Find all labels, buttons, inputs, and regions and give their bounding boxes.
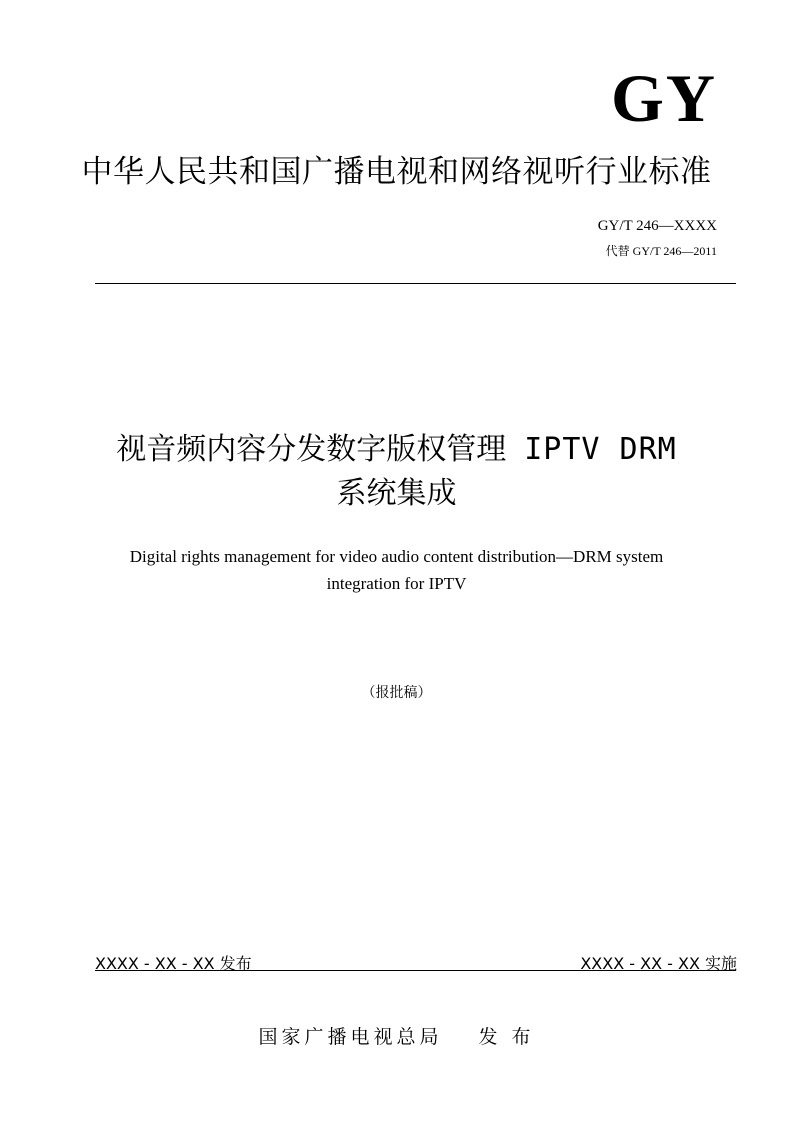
implement-date: XXXX - XX - XX 实施 — [580, 954, 737, 973]
publish-date: XXXX - XX - XX 发布 — [95, 954, 252, 973]
chinese-title-line-2: 系统集成 — [336, 476, 457, 511]
english-title — [80, 543, 713, 597]
draft-label: （报批稿） — [361, 685, 432, 701]
standard-code: GY/T 246—XXXX — [597, 218, 717, 234]
chinese-title-en: IPTV DRM — [524, 432, 677, 467]
footer-divider — [95, 970, 736, 971]
issuer-line — [0, 1022, 793, 1049]
replaces-code: 代替 GY/T 246—2011 — [605, 244, 717, 258]
gy-logo: GY — [611, 60, 717, 136]
issuer-action: 发 布 — [478, 1026, 535, 1048]
english-title-line-1: Digital rights management for video audio content distribution—DRM system — [129, 547, 664, 566]
issuer-name: 国家广播电视总局 — [258, 1026, 443, 1048]
header-divider — [95, 283, 736, 284]
chinese-title — [0, 428, 793, 516]
english-title-line-2: integration for IPTV — [326, 574, 467, 593]
chinese-title-line-1 — [0, 428, 793, 472]
standard-category-title: 中华人民共和国广播电视和网络视听行业标准 — [81, 154, 712, 190]
chinese-title-cn: 视音频内容分发数字版权管理 — [116, 432, 507, 467]
